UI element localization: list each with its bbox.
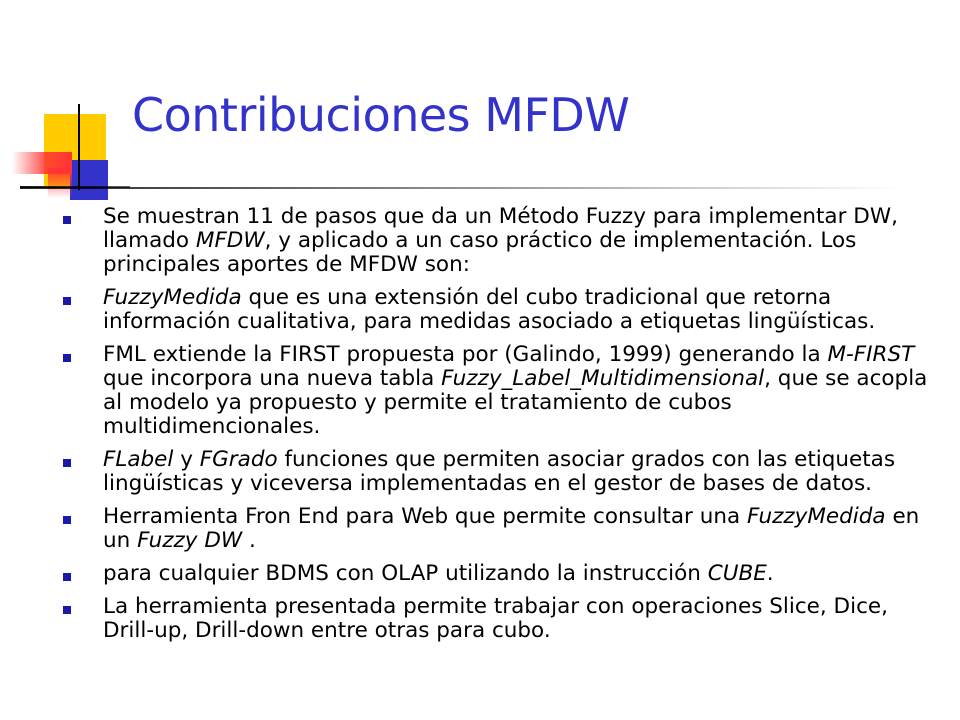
text-run: FML extiende la FIRST propuesta por (Galindo, 1999) generando la bbox=[103, 342, 828, 367]
square-bullet-icon bbox=[63, 573, 71, 581]
bullet-text bbox=[103, 504, 919, 553]
bullet-item bbox=[60, 286, 945, 334]
text-run: Herramienta Fron End para Web que permite consultar una bbox=[103, 504, 747, 529]
italic-term: CUBE bbox=[707, 561, 767, 586]
red-gradient-drop bbox=[48, 168, 72, 198]
text-run: para cualquier BDMS con OLAP utilizando la instrucción bbox=[103, 561, 708, 586]
text-run: funciones que permiten asociar grados con las etiquetas lingüísticas y viceversa implementadas en el gestor de bases de datos. bbox=[103, 447, 896, 496]
bullet-text bbox=[103, 447, 895, 496]
text-run: que es una extensión del cubo tradicional que retorna información cualitativa, para medidas asociado a etiquetas lingüísticas. bbox=[103, 285, 876, 334]
blue-square bbox=[70, 160, 108, 200]
text-run: en un bbox=[103, 504, 920, 553]
bullet-list bbox=[60, 205, 945, 652]
square-bullet-icon bbox=[63, 216, 71, 224]
slide-title: Contribuciones MFDW bbox=[132, 88, 630, 142]
text-run: . bbox=[242, 528, 256, 553]
title-underline bbox=[20, 187, 900, 189]
italic-term: MFDW bbox=[195, 228, 265, 253]
italic-term: FLabel bbox=[103, 447, 174, 472]
bullet-item bbox=[60, 562, 945, 586]
text-run: , y aplicado a un caso práctico de implementación. Los principales aportes de MFDW son: bbox=[103, 228, 857, 277]
bullet-text bbox=[103, 204, 898, 277]
bullet-text bbox=[103, 342, 927, 439]
bullet-text bbox=[103, 594, 888, 643]
text-run: Se muestran 11 de pasos que da un Método Fuzzy para implementar DW, llamado bbox=[103, 204, 898, 253]
square-bullet-icon bbox=[63, 516, 71, 524]
square-bullet-icon bbox=[63, 606, 71, 614]
bullet-item bbox=[60, 343, 945, 439]
italic-term: FuzzyMedida bbox=[746, 504, 886, 529]
italic-term: FGrado bbox=[199, 447, 278, 472]
italic-term: FuzzyMedida bbox=[103, 285, 242, 310]
square-bullet-icon bbox=[63, 459, 71, 467]
italic-term: Fuzzy_Label_Multidimensional bbox=[441, 366, 765, 391]
square-bullet-icon bbox=[63, 354, 71, 362]
text-run: , que se acopla al modelo ya propuesto y permite el tratamiento de cubos multidimencionales. bbox=[103, 366, 928, 439]
italic-term: Fuzzy DW bbox=[137, 528, 243, 553]
vertical-line bbox=[78, 104, 80, 190]
text-run: y bbox=[173, 447, 200, 472]
bullet-text bbox=[103, 285, 875, 334]
italic-term: M-FIRST bbox=[827, 342, 915, 367]
bullet-item bbox=[60, 205, 945, 277]
text-run: que incorpora una nueva tabla bbox=[103, 366, 442, 391]
bullet-item bbox=[60, 505, 945, 553]
text-run: La herramienta presentada permite trabajar con operaciones Slice, Dice, Drill-up, Drill-down entre otras para cubo. bbox=[103, 594, 888, 643]
corner-decoration bbox=[0, 0, 130, 200]
bullet-item bbox=[60, 448, 945, 496]
square-bullet-icon bbox=[63, 297, 71, 305]
bullet-text bbox=[103, 561, 774, 586]
text-run: . bbox=[766, 561, 774, 586]
bullet-item bbox=[60, 595, 945, 643]
